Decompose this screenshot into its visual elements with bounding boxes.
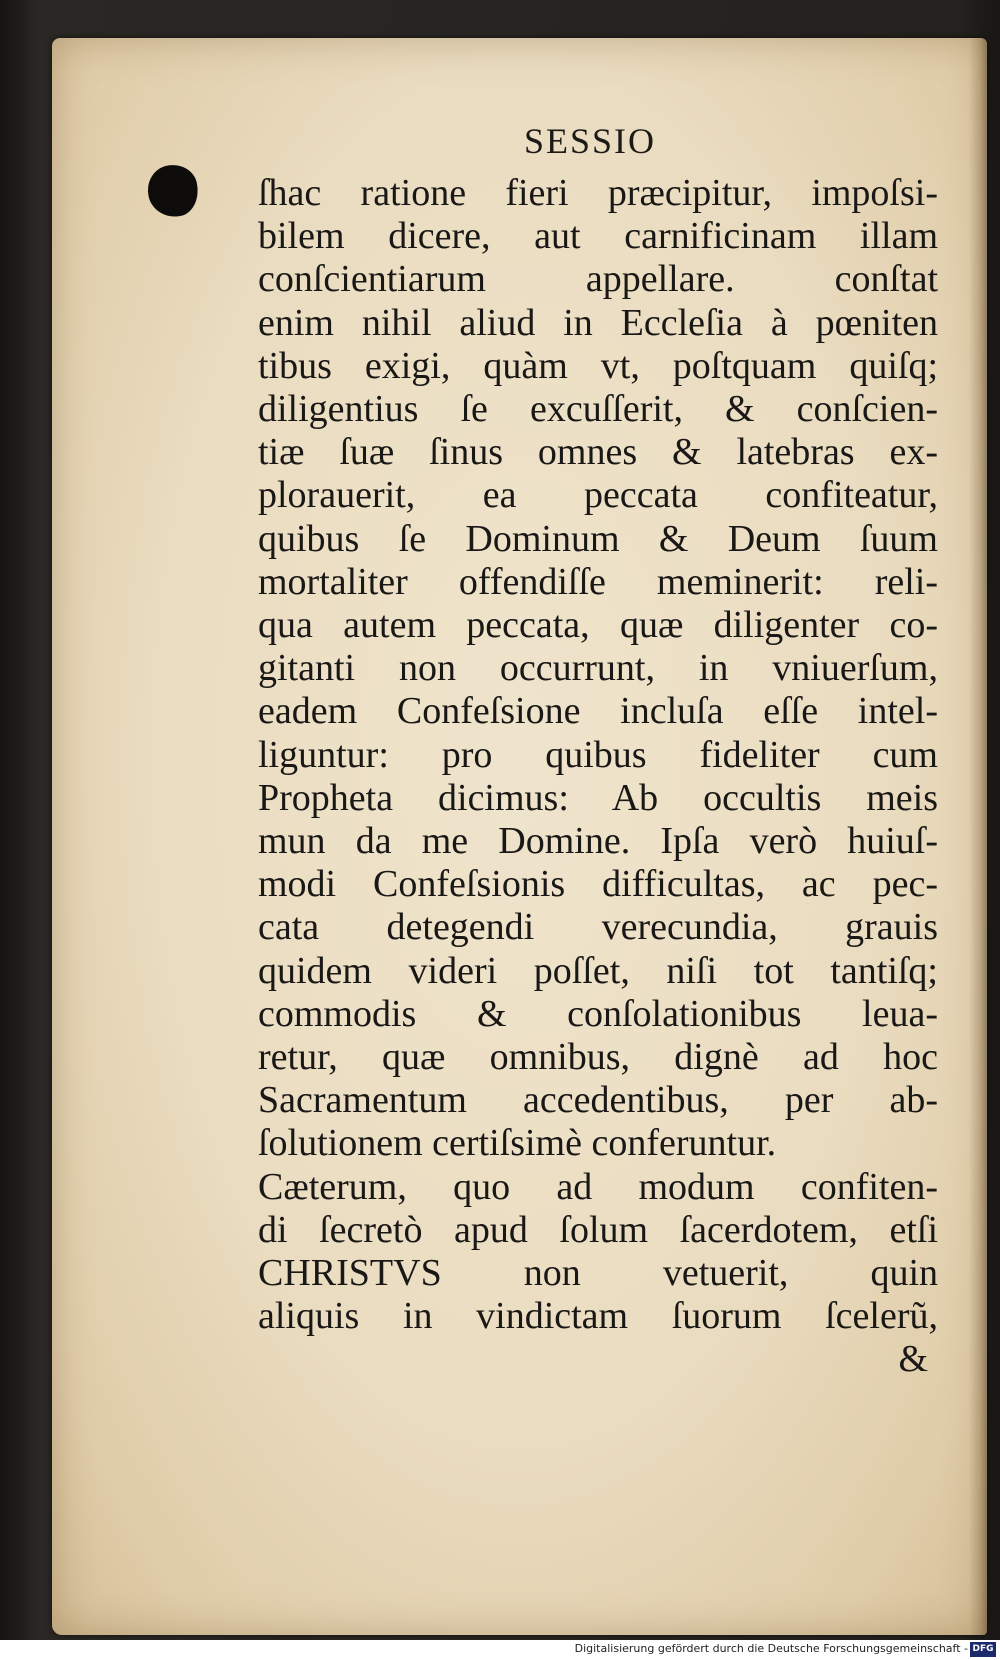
text-line: Cæterum, quo ad modum confiten- <box>258 1165 938 1208</box>
body-text <box>258 172 938 1382</box>
text-line: aliquis in vindictam ſuorum ſcelerũ, <box>258 1295 938 1338</box>
text-line: retur, quæ omnibus, dignè ad hoc <box>258 1036 938 1079</box>
text-line: eadem Confeſsione incluſa eſſe intel- <box>258 690 938 733</box>
text-line: mun da me Domine. Ipſa verò huiuſ- <box>258 820 938 863</box>
text-line: plorauerit, ea peccata confiteatur, <box>258 474 938 517</box>
catchword: & <box>898 1338 928 1381</box>
text-line: ſhac ratione fieri præcipitur, impoſsi- <box>258 172 938 214</box>
text-line: liguntur: pro quibus fideliter cum <box>258 733 938 776</box>
text-line: cata detegendi verecundia, grauis <box>258 906 938 949</box>
text-line: diligentius ſe excuſſerit, & conſcien- <box>258 388 938 431</box>
text-line: bilem dicere, aut carnificinam illam <box>258 215 938 258</box>
text-line: quidem videri poſſet, niſi tot tantiſq; <box>258 949 938 992</box>
text-line: CHRISTVS non vetuerit, quin <box>258 1252 938 1295</box>
footer-credit: Digitalisierung gefördert durch die Deutsche Forschungsgemeinschaft - <box>574 1642 968 1655</box>
text-line: mortaliter offendiſſe meminerit: reli- <box>258 560 938 603</box>
text-line: gitanti non occurrunt, in vniuerſum, <box>258 647 938 690</box>
text-line: tibus exigi, quàm vt, poſtquam quiſq; <box>258 344 938 387</box>
text-line: conſcientiarum appellare. conſtat <box>258 258 938 301</box>
page-edge-shadow <box>969 38 987 1635</box>
running-head: SESSIO <box>523 121 657 161</box>
dfg-logo-icon: DFG <box>970 1642 996 1657</box>
text-line: di ſecretò apud ſolum ſacerdotem, etſi <box>258 1208 938 1251</box>
text-line: commodis & conſolationibus leua- <box>258 992 938 1035</box>
text-line: qua autem peccata, quæ diligenter co- <box>258 604 938 647</box>
text-line: modi Confeſsionis difficultas, ac pec- <box>258 863 938 906</box>
text-line: Sacramentum accedentibus, per ab- <box>258 1079 938 1122</box>
text-line: Propheta dicimus: Ab occultis meis <box>258 776 938 819</box>
text-line: ſolutionem certiſsimè conferuntur. <box>258 1122 777 1165</box>
text-line: quibus ſe Dominum & Deum ſuum <box>258 517 938 560</box>
text-line: enim nihil aliud in Eccleſia à pœniten <box>258 301 938 344</box>
text-line: tiæ ſuæ ſinus omnes & latebras ex- <box>258 431 938 474</box>
digitization-footer <box>0 1640 1000 1660</box>
